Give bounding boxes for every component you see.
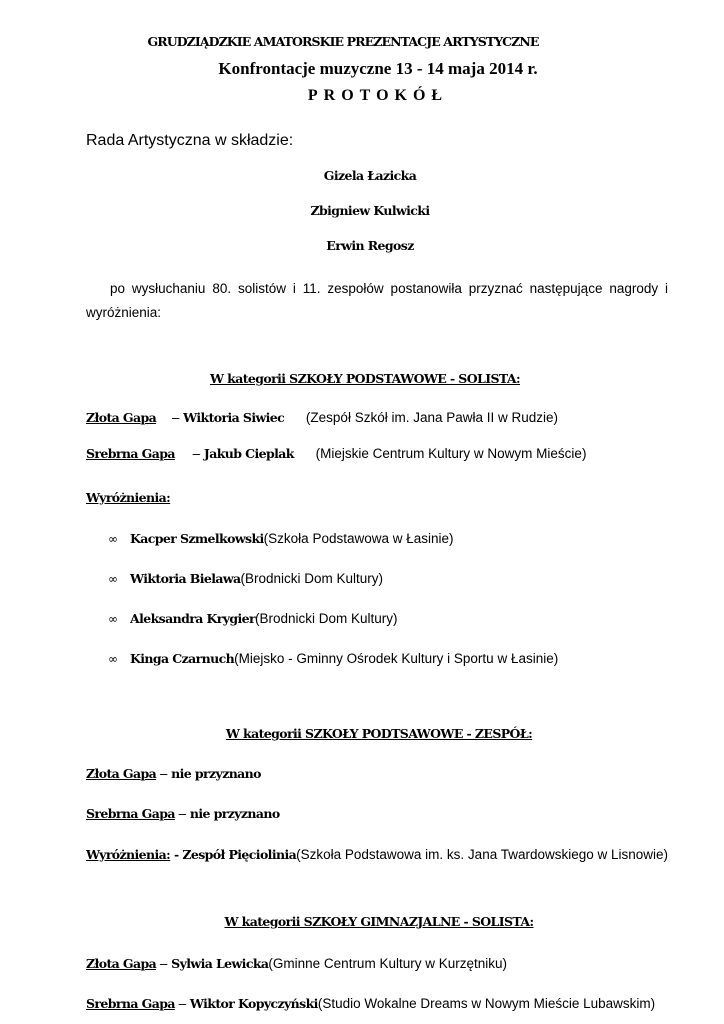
award-gold (86, 410, 558, 425)
laureate-org: (Miejsko - Gminny Ośrodek Kultury i Sportu w Łasinie) (234, 651, 559, 666)
award-silver (86, 806, 280, 821)
award-label: Srebrna Gapa (86, 806, 175, 821)
laureate-org: (Szkoła Podstawowa w Łasinie) (263, 531, 454, 546)
infinity-bullet-icon: ∞ (108, 612, 118, 626)
laureate-name: Kinga Czarnuch (130, 651, 235, 666)
infinity-bullet-icon: ∞ (108, 652, 118, 666)
separator: – (178, 806, 187, 821)
distinctions-label: Wyróżnienia: (86, 847, 171, 862)
council-member: Zbigniew Kulwicki (310, 203, 430, 218)
separator: – (171, 410, 180, 425)
distinction-item (108, 651, 558, 666)
award-label: Srebrna Gapa (86, 996, 175, 1011)
separator: – (159, 956, 168, 971)
award-silver (86, 446, 586, 461)
laureate-name: Sylwia Lewicka (171, 956, 269, 971)
laureate-name: Wiktor Kopyczyński (189, 996, 318, 1011)
infinity-bullet-icon: ∞ (108, 572, 118, 586)
distinction-item (108, 531, 454, 546)
distinction-item (108, 611, 398, 626)
laureate-org: (Gminne Centrum Kultury w Kurzętniku) (268, 956, 507, 971)
laureate-org: (Brodnicki Dom Kultury) (240, 571, 384, 586)
event-title: GRUDZIĄDZKIE AMATORSKIE PREZENTACJE ARTYSTYCZNE (147, 34, 539, 49)
separator: – (159, 766, 168, 781)
infinity-bullet-icon: ∞ (108, 532, 118, 546)
award-label: Złota Gapa (86, 766, 157, 781)
laureate-name: Wiktoria Bielawa (130, 571, 241, 586)
council-intro: Rada Artystyczna w składzie: (86, 132, 294, 149)
council-member: Gizela Łazicka (323, 168, 417, 183)
laureate-org: (Zespół Szkół im. Jana Pawła II w Rudzie) (305, 410, 559, 425)
distinctions-heading (86, 490, 206, 505)
laureate-org: (Studio Wokalne Dreams w Nowym Mieście Lubawskim) (317, 996, 656, 1011)
laureate-name: Jakub Cieplak (203, 446, 294, 461)
award-value: nie przyznano (189, 806, 280, 821)
council-member: Erwin Regosz (326, 238, 414, 253)
award-value: nie przyznano (171, 766, 261, 781)
award-label: Złota Gapa (86, 410, 157, 425)
distinctions-label: Wyróżnienia: (86, 490, 171, 505)
award-distinction (86, 847, 668, 862)
laureate-org: (Miejskie Centrum Kultury w Nowym Mieście) (315, 446, 587, 461)
laureate-name: Zespół Pięciolinia (182, 847, 297, 862)
distinction-item (108, 571, 383, 586)
separator: – (178, 996, 187, 1011)
laureate-name: Aleksandra Krygier (130, 611, 256, 626)
event-subtitle: Konfrontacje muzyczne 13 - 14 maja 2014 r. (218, 59, 538, 78)
section-title: W kategorii SZKOŁY PODSTAWOWE - SOLISTA: (209, 371, 521, 386)
document-title: PROTOKÓŁ (307, 87, 449, 104)
laureate-org: (Szkoła Podstawowa im. ks. Jana Twardowskiego w Lisnowie) (296, 847, 669, 862)
separator: - (173, 847, 179, 862)
award-label: Srebrna Gapa (86, 446, 175, 461)
award-gold (86, 766, 261, 781)
award-gold (86, 956, 507, 971)
laureate-org: (Brodnicki Dom Kultury) (255, 611, 398, 626)
intro-paragraph: po wysłuchaniu 80. solistów i 11. zespołów postanowiła przyznać następujące nagrody i wyróżnienia: (86, 281, 668, 320)
award-silver (86, 996, 655, 1011)
section-title: W kategorii SZKOŁY GIMNAZJALNE - SOLISTA: (224, 914, 534, 929)
section-title: W kategorii SZKOŁY PODTSAWOWE - ZESPÓŁ: (225, 726, 533, 741)
laureate-name: Kacper Szmelkowski (130, 531, 264, 546)
award-label: Złota Gapa (86, 956, 157, 971)
laureate-name: Wiktoria Siwiec (183, 410, 285, 425)
separator: – (192, 446, 201, 461)
